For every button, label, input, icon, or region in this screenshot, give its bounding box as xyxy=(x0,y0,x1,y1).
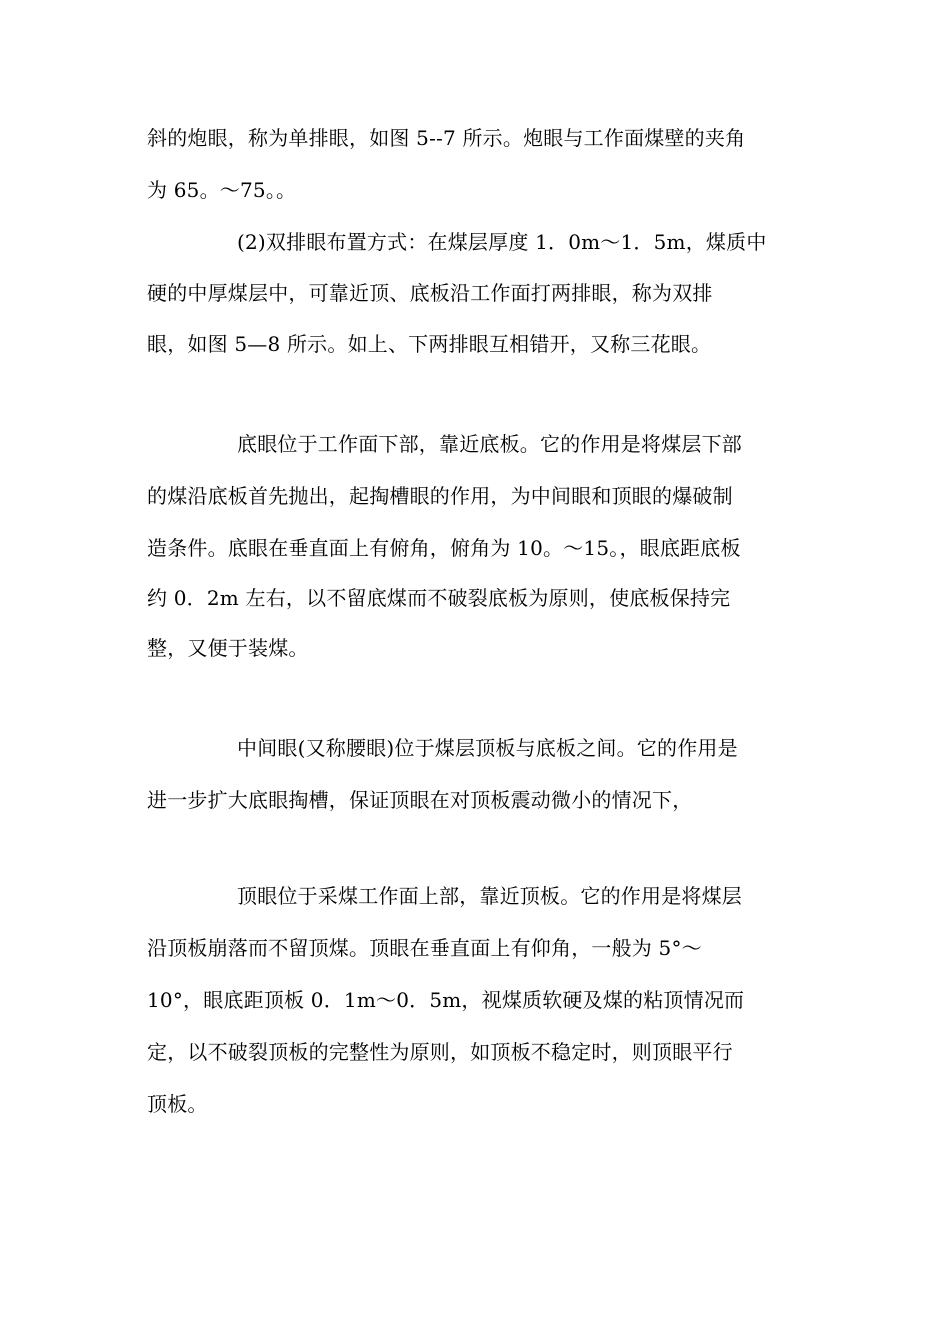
text-line: 的煤沿底板首先抛出，起掏槽眼的作用，为中间眼和顶眼的爆破制 xyxy=(147,484,733,508)
paragraph-start-line: 中间眼(又称腰眼)位于煤层顶板与底板之间。它的作用是 xyxy=(237,736,738,760)
paragraph-start-line: 底眼位于工作面下部，靠近底板。它的作用是将煤层下部 xyxy=(237,432,742,456)
text-line: 造条件。底眼在垂直面上有俯角，俯角为 10。～15。，眼底距底板 xyxy=(147,536,741,560)
text-line: 整，又便于装煤。 xyxy=(147,636,309,660)
text-line: 硬的中厚煤层中，可靠近顶、底板沿工作面打两排眼，称为双排 xyxy=(147,281,713,305)
text-line: 进一步扩大底眼掏槽，保证顶眼在对顶板震动微小的情况下， xyxy=(147,788,693,812)
paragraph-start-line: (2)双排眼布置方式：在煤层厚度 1．0m～1．5m，煤质中 xyxy=(237,230,767,254)
text-line: 斜的炮眼，称为单排眼，如图 5--7 所示。炮眼与工作面煤壁的夹角 xyxy=(147,126,746,150)
paragraph-start-line: 顶眼位于采煤工作面上部，靠近顶板。它的作用是将煤层 xyxy=(237,884,742,908)
text-line: 10°，眼底距顶板 0．1m～0．5m，视煤质软硬及煤的粘顶情况而 xyxy=(147,988,745,1012)
text-line: 定，以不破裂顶板的完整性为原则，如顶板不稳定时，则顶眼平行 xyxy=(147,1040,733,1064)
text-line: 约 0．2m 左右，以不留底煤而不破裂底板为原则，使底板保持完 xyxy=(147,586,731,610)
text-line: 沿顶板崩落而不留顶煤。顶眼在垂直面上有仰角，一般为 5°～ xyxy=(147,936,702,960)
text-line: 为 65。～75。。 xyxy=(147,178,297,202)
text-line: 眼，如图 5—8 所示。如上、下两排眼互相错开，又称三花眼。 xyxy=(147,332,712,356)
text-line: 顶板。 xyxy=(147,1092,208,1116)
